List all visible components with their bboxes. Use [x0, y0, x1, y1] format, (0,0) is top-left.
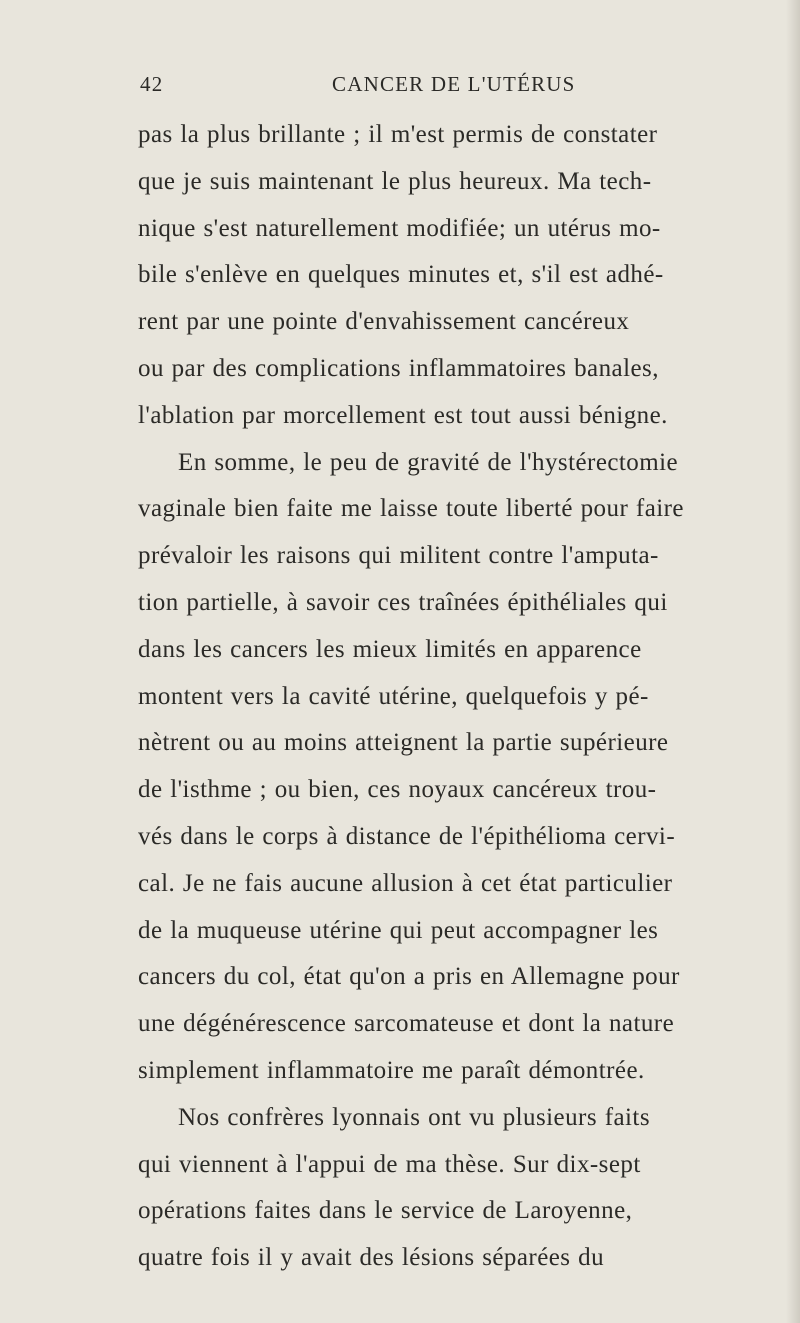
text-line: rent par une pointe d'envahissement cancéreux: [138, 308, 630, 336]
text-line: vés dans le corps à distance de l'épithélioma cervi-: [138, 822, 676, 850]
text-line: opérations faites dans le service de Laroyenne,: [138, 1197, 633, 1225]
page-number: 42: [140, 72, 164, 96]
text-line: une dégénérescence sarcomateuse et dont la nature: [138, 1010, 675, 1038]
running-head: CANCER DE L'UTÉRUS: [332, 72, 576, 96]
text-line: qui viennent à l'appui de ma thèse. Sur dix-sept: [138, 1150, 641, 1178]
text-line: nètrent ou au moins atteignent la partie supérieure: [138, 729, 669, 757]
text-line: simplement inflammatoire me paraît démontrée.: [138, 1056, 645, 1084]
text-line: de la muqueuse utérine qui peut accompagner les: [138, 916, 659, 944]
text-line: que je suis maintenant le plus heureux. Ma tech-: [138, 167, 652, 195]
paragraph-first-line: En somme, le peu de gravité de l'hystérectomie: [178, 448, 679, 476]
text-line: nique s'est naturellement modifiée; un utérus mo-: [138, 214, 661, 242]
text-line: vaginale bien faite me laisse toute liberté pour faire: [138, 495, 684, 523]
text-line: tion partielle, à savoir ces traînées épithéliales qui: [138, 588, 668, 616]
text-line: dans les cancers les mieux limités en apparence: [138, 635, 642, 663]
text-line: montent vers la cavité utérine, quelquefois y pé-: [138, 682, 649, 710]
text-line: cancers du col, état qu'on a pris en Allemagne pour: [138, 963, 680, 991]
text-line: quatre fois il y avait des lésions séparées du: [138, 1244, 605, 1272]
text-line: l'ablation par morcellement est tout aussi bénigne.: [138, 401, 668, 429]
text-line: ou par des complications inflammatoires banales,: [138, 354, 659, 382]
text-line: bile s'enlève en quelques minutes et, s'il est adhé-: [138, 261, 664, 289]
page-header: [0, 72, 800, 104]
text-line: pas la plus brillante ; il m'est permis de constater: [138, 121, 658, 148]
text-line: prévaloir les raisons qui militent contre l'amputa-: [138, 542, 659, 570]
body-text: [138, 112, 788, 1282]
text-line: de l'isthme ; ou bien, ces noyaux cancéreux trou-: [138, 776, 657, 804]
page-edge-shadow: [786, 0, 800, 1323]
text-line: cal. Je ne fais aucune allusion à cet état particulier: [138, 869, 673, 897]
paragraph-first-line: Nos confrères lyonnais ont vu plusieurs faits: [178, 1103, 651, 1131]
